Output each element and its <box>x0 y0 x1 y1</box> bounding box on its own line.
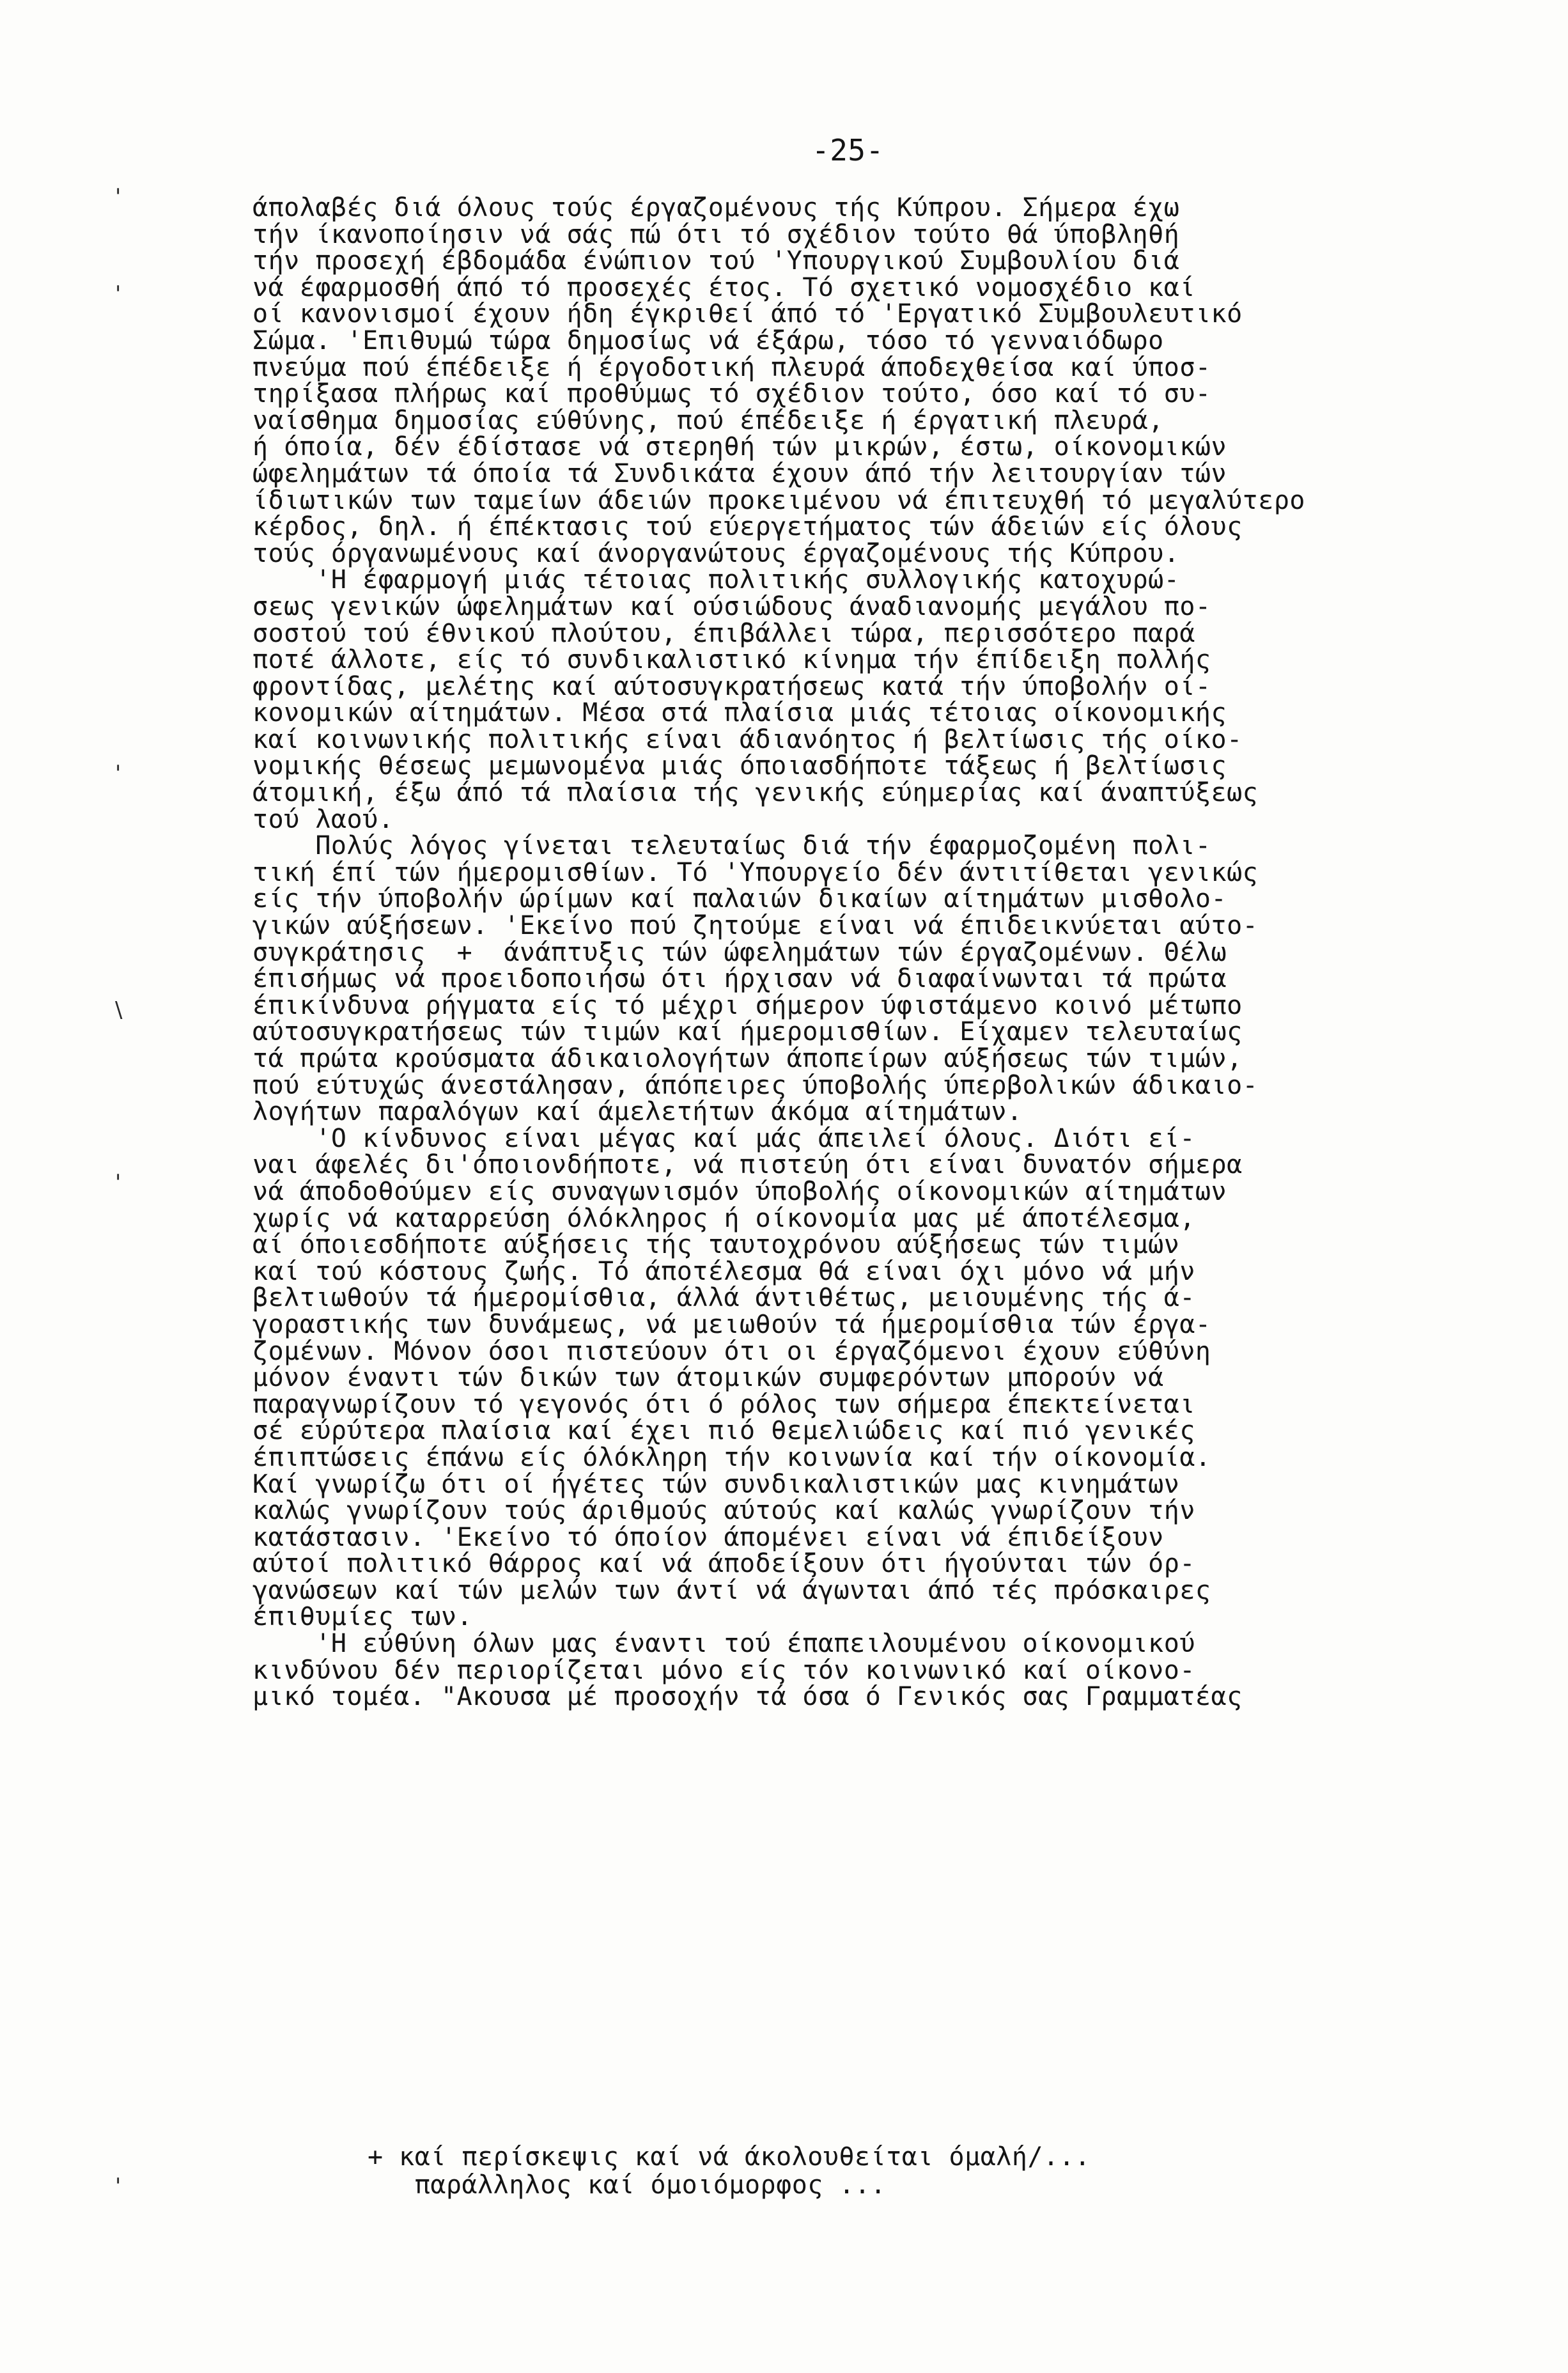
text-line: οί κανονισμοί έχουν ήδη έγκριθεί άπό τό 'Εργατικό Συμβουλευτικό <box>252 299 1243 329</box>
text-line: συγκράτησις + άνάπτυξις τών ώφελημάτων τών έργαζομένων. Θέλω <box>252 937 1227 967</box>
text-line: χωρίς νά καταρρεύση όλόκληρος ή οίκονομία μας μέ άποτέλεσμα, <box>252 1203 1195 1233</box>
text-line: αύτοσυγκρατήσεως τών τιμών καί ήμερομισθίων. Είχαμεν τελευταίως <box>252 1017 1243 1047</box>
margin-mark: ' <box>115 184 121 210</box>
text-line: ποτέ άλλοτε, είς τό συνδικαλιστικό κίνημα τήν έπίδειξη πολλής <box>252 645 1211 675</box>
footnote-line: + καί περίσκεψις καί νά άκολουθείται όμαλή/... <box>368 2142 1091 2172</box>
body-text <box>252 195 1531 1711</box>
text-line: μόνον έναντι τών δικών των άτομικών συμφερόντων μπορούν νά <box>252 1363 1164 1393</box>
text-line: τούς όργανωμένους καί άνοργανώτους έργαζομένους τής Κύπρου. <box>252 538 1180 568</box>
text-line: ώφελημάτων τά όποία τά Συνδικάτα έχουν άπό τήν λειτουργίαν τών <box>252 458 1227 488</box>
text-line: λογήτων παραλόγων καί άμελετήτων άκόμα αίτημάτων. <box>252 1097 1023 1127</box>
text-line: έπισήμως νά προειδοποιήσω ότι ήρχισαν νά διαφαίνωνται τά πρώτα <box>252 964 1227 994</box>
text-line: άτομική, έξω άπό τά πλαίσια τής γενικής εύημερίας καί άναπτύξεως <box>252 778 1259 808</box>
text-line: γικών αύξήσεων. 'Εκείνο πού ζητούμε είναι νά έπιδεικνύεται αύτο- <box>252 911 1259 941</box>
text-line: ή όποία, δέν έδίστασε νά στερηθή τών μικρών, έστω, οίκονομικών <box>252 432 1227 462</box>
text-line: γοραστικής των δυνάμεως, νά μειωθούν τά ήμερομίσθια τών έργα- <box>252 1309 1211 1339</box>
text-line: τά πρώτα κρούσματα άδικαιολογήτων άποπείρων αύξήσεως τών τιμών, <box>252 1044 1243 1073</box>
page-number: -25- <box>812 133 884 167</box>
text-line: νά έφαρμοσθή άπό τό προσεχές έτος. Τό σχετικό νομοσχέδιο καί <box>252 272 1195 302</box>
text-line: κινδύνου δέν περιορίζεται μόνο είς τόν κοινωνικό καί οίκονο- <box>252 1655 1195 1685</box>
text-line: 'Ο κίνδυνος είναι μέγας καί μάς άπειλεί όλους. Διότι εί- <box>252 1123 1195 1153</box>
text-line: τήν προσεχή έβδομάδα ένώπιον τού 'Υπουργικού Συμβουλίου διά <box>252 246 1180 276</box>
text-line: σεως γενικών ώφελημάτων καί ούσιώδους άναδιανομής μεγάλου πο- <box>252 591 1211 621</box>
text-line: ναι άφελές δι'όποιονδήποτε, νά πιστεύη ότι είναι δυνατόν σήμερα <box>252 1150 1243 1180</box>
margin-mark: ' <box>115 281 121 307</box>
text-line: πνεύμα πού έπέδειξε ή έργοδοτική πλευρά άποδεχθείσα καί ύποσ- <box>252 352 1211 382</box>
text-line: Σώμα. 'Επιθυμώ τώρα δημοσίως νά έξάρω, τόσο τό γενναιόδωρο <box>252 325 1164 355</box>
text-line: μικό τομέα. "Ακουσα μέ προσοχήν τά όσα ό Γενικός σας Γραμματέας <box>252 1682 1243 1712</box>
footnote <box>368 2143 1091 2199</box>
text-line: βελτιωθούν τά ήμερομίσθια, άλλά άντιθέτως, μειουμένης τής ά- <box>252 1283 1195 1313</box>
text-line: παραγνωρίζουν τό γεγονός ότι ό ρόλος των σήμερα έπεκτείνεται <box>252 1389 1195 1419</box>
margin-mark: ' <box>115 761 121 786</box>
text-line: είς τήν ύποβολήν ώρίμων καί παλαιών δικαίων αίτημάτων μισθολο- <box>252 884 1227 914</box>
text-line: τηρίξασα πλήρως καί προθύμως τό σχέδιον τούτο, όσο καί τό συ- <box>252 379 1211 409</box>
text-line: φροντίδας, μελέτης καί αύτοσυγκρατήσεως κατά τήν ύποβολήν οί- <box>252 671 1211 701</box>
text-line: άπολαβές διά όλους τούς έργαζομένους τής Κύπρου. Σήμερα έχω <box>252 193 1180 222</box>
text-line: καλώς γνωρίζουν τούς άριθμούς αύτούς καί καλώς γνωρίζουν τήν <box>252 1496 1195 1526</box>
text-line: τήν ίκανοποίησιν νά σάς πώ ότι τό σχέδιον τούτο θά ύποβληθή <box>252 219 1180 249</box>
text-line: ζομένων. Μόνον όσοι πιστεύουν ότι οι έργαζόμενοι έχουν εύθύνη <box>252 1336 1211 1366</box>
text-line: 'Η εύθύνη όλων μας έναντι τού έπαπειλουμένου οίκονομικού <box>252 1629 1195 1659</box>
margin-mark: \ <box>115 997 123 1023</box>
text-line: σέ εύρύτερα πλαίσια καί έχει πιό θεμελιώδεις καί πιό γενικές <box>252 1416 1195 1446</box>
text-line: αύτοί πολιτικό θάρρος καί νά άποδείξουν ότι ήγούνται τών όρ- <box>252 1549 1195 1579</box>
margin-mark: ' <box>115 1170 121 1195</box>
text-line: έπικίνδυνα ρήγματα είς τό μέχρι σήμερον ύφιστάμενο κοινό μέτωπο <box>252 990 1243 1020</box>
text-line: έπιπτώσεις έπάνω είς όλόκληρη τήν κοινωνία καί τήν οίκονομία. <box>252 1442 1211 1472</box>
text-line: νά άποδοθούμεν είς συναγωνισμόν ύποβολής οίκονομικών αίτημάτων <box>252 1176 1227 1206</box>
text-line: ίδιωτικών των ταμείων άδειών προκειμένου νά έπιτευχθή τό μεγαλύτερο <box>252 485 1305 515</box>
text-line: ναίσθημα δημοσίας εύθύνης, πού έπέδειξε ή έργατική πλευρά, <box>252 405 1164 435</box>
text-line: Πολύς λόγος γίνεται τελευταίως διά τήν έφαρμοζομένη πολι- <box>252 831 1211 861</box>
text-line: πού εύτυχώς άνεστάλησαν, άπόπειρες ύποβολής ύπερβολικών άδικαιο- <box>252 1070 1259 1100</box>
text-line: καί τού κόστους ζωής. Τό άποτέλεσμα θά είναι όχι μόνο νά μήν <box>252 1256 1195 1286</box>
text-line: γανώσεων καί τών μελών των άντί νά άγωνται άπό τές πρόσκαιρες <box>252 1575 1211 1605</box>
footnote-line: παράλληλος καί όμοιόμορφος ... <box>368 2170 887 2200</box>
text-line: καί κοινωνικής πολιτικής είναι άδιανόητος ή βελτίωσις τής οίκο- <box>252 724 1243 754</box>
margin-mark: ' <box>115 2174 121 2199</box>
text-line: αί όποιεσδήποτε αύξήσεις τής ταυτοχρόνου αύξήσεως τών τιμών <box>252 1230 1180 1260</box>
text-line: 'Η έφαρμογή μιάς τέτοιας πολιτικής συλλογικής κατοχυρώ- <box>252 565 1180 595</box>
text-line: τού λαού. <box>252 804 394 834</box>
text-line: έπιθυμίες των. <box>252 1602 473 1632</box>
text-line: κονομικών αίτημάτων. Μέσα στά πλαίσια μιάς τέτοιας οίκονομικής <box>252 698 1227 728</box>
text-line: σοστού τού έθνικού πλούτου, έπιβάλλει τώρα, περισσότερο παρά <box>252 618 1195 648</box>
text-line: Καί γνωρίζω ότι οί ήγέτες τών συνδικαλιστικών μας κινημάτων <box>252 1469 1180 1499</box>
text-line: κατάστασιν. 'Εκείνο τό όποίον άπομένει είναι νά έπιδείξουν <box>252 1522 1164 1552</box>
text-line: τική έπί τών ήμερομισθίων. Τό 'Υπουργείο δέν άντιτίθεται γενικώς <box>252 857 1259 887</box>
text-line: νομικής θέσεως μεμωνομένα μιάς όποιασδήποτε τάξεως ή βελτίωσις <box>252 751 1227 781</box>
text-line: κέρδος, δηλ. ή έπέκτασις τού εύεργετήματος τών άδειών είς όλους <box>252 512 1243 542</box>
